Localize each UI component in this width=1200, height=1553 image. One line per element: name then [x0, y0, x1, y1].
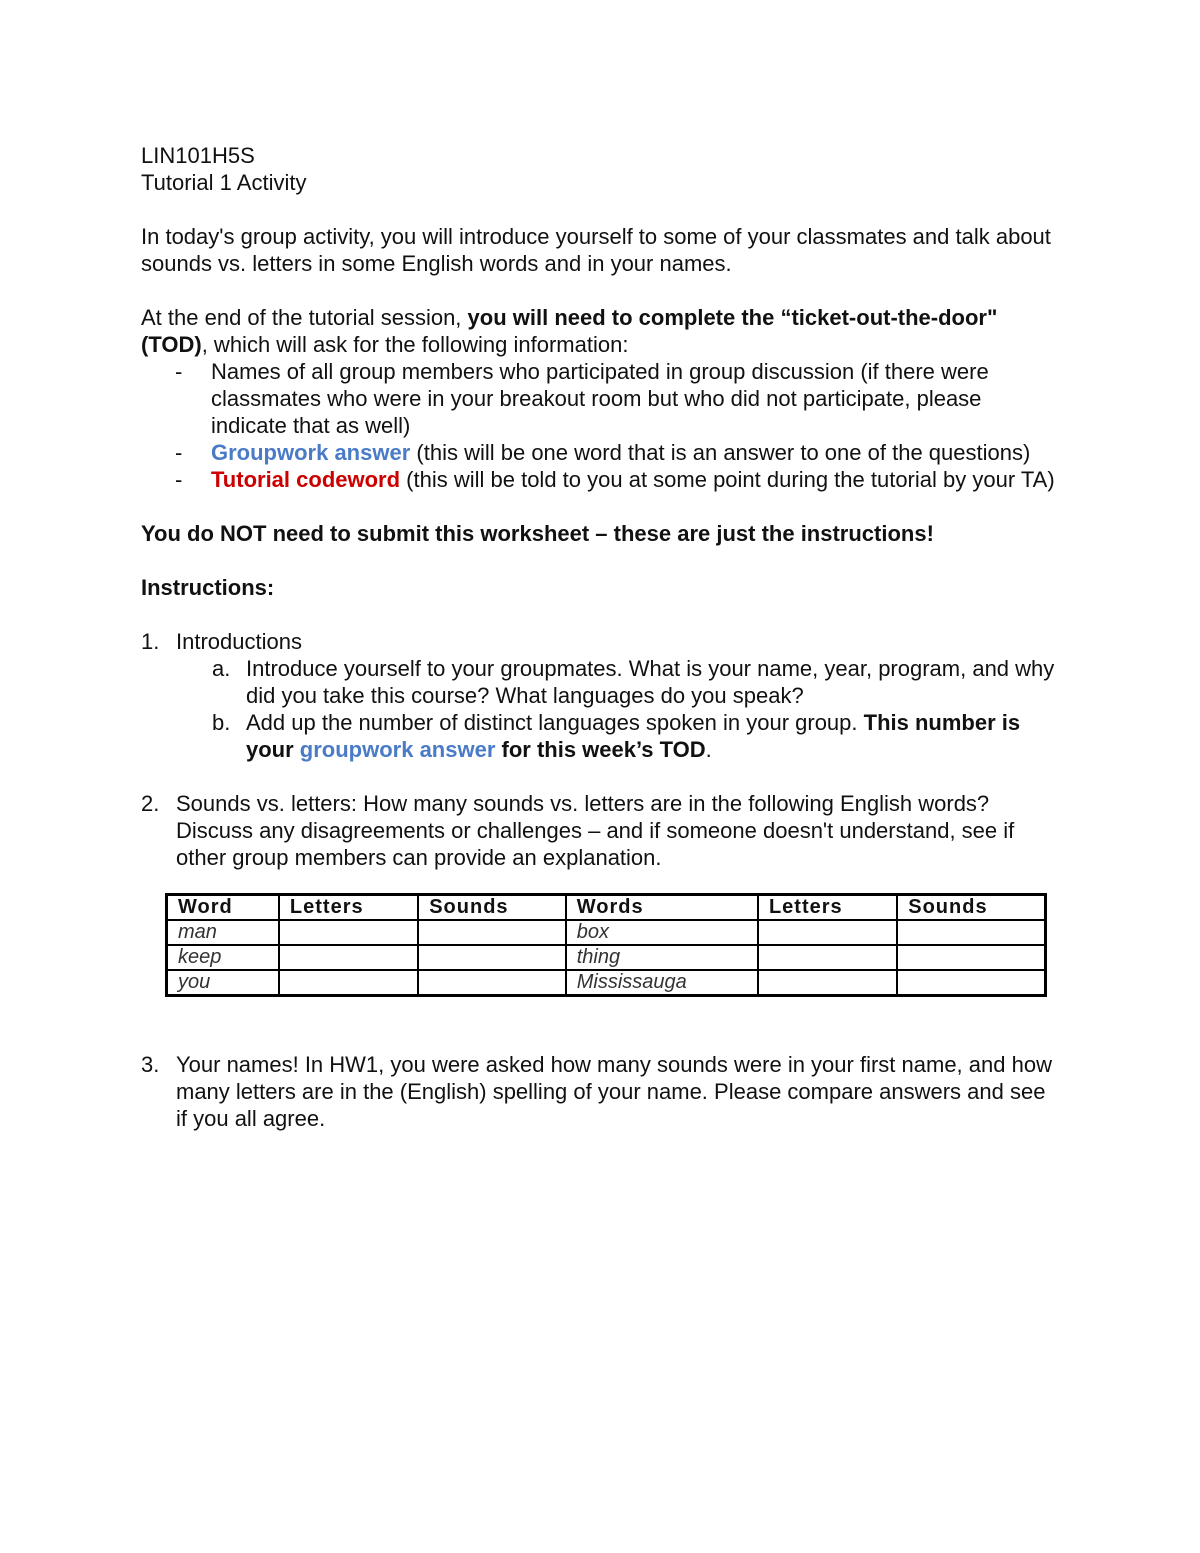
sounds-cell[interactable] — [897, 970, 1045, 996]
step-1b-bold-end: for this week’s TOD — [495, 737, 706, 762]
table-row — [167, 945, 1046, 970]
sounds-letters-table — [165, 893, 1047, 997]
letters-cell[interactable] — [758, 945, 897, 970]
tod-item-codeword — [141, 466, 1061, 493]
letters-cell[interactable] — [279, 970, 418, 996]
sub-letter: b. — [212, 710, 231, 735]
col-header: Letters — [758, 895, 897, 921]
step-3-text: Your names! In HW1, you were asked how many sounds were in your first name, and how many letters are in the (English) spelling of your name. Please compare answers and see if you all agree. — [176, 1052, 1052, 1131]
col-header: Words — [566, 895, 758, 921]
dash-bullet: - — [175, 440, 183, 465]
document-title: Tutorial 1 Activity — [141, 170, 307, 195]
step-number: 2. — [141, 791, 160, 816]
course-code: LIN101H5S — [141, 143, 255, 168]
intro-paragraph: In today's group activity, you will introduce yourself to some of your classmates and talk about sounds vs. letters in some English words and in your names. — [141, 224, 1051, 276]
step-introductions — [141, 628, 1061, 763]
tod-item-text: (this will be one word that is an answer to one of the questions) — [410, 440, 1031, 465]
word-cell: Mississauga — [566, 970, 758, 996]
groupwork-answer-inline: groupwork answer — [299, 737, 496, 762]
submission-notice: You do NOT need to submit this worksheet – these are just the instructions! — [141, 521, 934, 546]
word-cell: box — [566, 920, 758, 945]
tod-tail: , which will ask for the following information: — [201, 332, 629, 357]
tod-item-text: (this will be told to you at some point during the tutorial by your TA) — [400, 467, 1055, 492]
letters-cell[interactable] — [279, 945, 418, 970]
tod-item-groupwork — [141, 439, 1061, 466]
tutorial-codeword-label: Tutorial codeword — [211, 467, 401, 492]
tod-list — [141, 358, 1061, 493]
instructions-list-2 — [141, 790, 1061, 871]
dash-bullet: - — [175, 467, 183, 492]
table-row — [167, 920, 1046, 945]
step-2-text: Sounds vs. letters: How many sounds vs. letters are in the following English words? Discuss any disagreements or challenges – and if someone doesn't understand, see if other group members can provide an explanation. — [176, 791, 1015, 870]
groupwork-answer-label: Groupwork answer — [211, 440, 411, 465]
step-1a — [176, 655, 1061, 709]
step-1b-bold: This number is your — [246, 710, 1021, 762]
sounds-cell[interactable] — [418, 970, 566, 996]
word-cell: thing — [566, 945, 758, 970]
sounds-cell[interactable] — [897, 945, 1045, 970]
instructions-heading: Instructions: — [141, 575, 275, 600]
step-sounds-letters — [141, 790, 1061, 871]
tod-lead: At the end of the tutorial session, — [141, 305, 468, 330]
dash-bullet: - — [175, 359, 183, 384]
step-your-names — [141, 1051, 1061, 1132]
step-1b-text: Add up the number of distinct languages spoken in your group. — [246, 710, 864, 735]
tod-paragraph — [141, 304, 1061, 358]
col-header: Sounds — [418, 895, 566, 921]
col-header: Letters — [279, 895, 418, 921]
sub-letter: a. — [212, 656, 231, 681]
letters-cell[interactable] — [279, 920, 418, 945]
word-cell: you — [167, 970, 279, 996]
word-cell: man — [167, 920, 279, 945]
col-header: Word — [167, 895, 279, 921]
instructions-list-3 — [141, 1051, 1061, 1132]
sounds-cell[interactable] — [897, 920, 1045, 945]
tod-bold: you will need to complete the “ticket-out-the-door" (TOD) — [141, 305, 998, 357]
letters-cell[interactable] — [758, 970, 897, 996]
step-1a-text: Introduce yourself to your groupmates. What is your name, year, program, and why did you take this course? What languages do you speak? — [246, 656, 1055, 708]
tod-item-names — [141, 358, 1061, 439]
sounds-cell[interactable] — [418, 945, 566, 970]
step-number: 3. — [141, 1052, 160, 1077]
step-1-sublist — [176, 655, 1061, 763]
step-number: 1. — [141, 629, 160, 654]
document-content — [141, 142, 1061, 1132]
sounds-cell[interactable] — [418, 920, 566, 945]
word-cell: keep — [167, 945, 279, 970]
step-title: Introductions — [176, 629, 302, 654]
col-header: Sounds — [897, 895, 1045, 921]
letters-cell[interactable] — [758, 920, 897, 945]
tod-item-text: Names of all group members who participated in group discussion (if there were classmates who were in your breakout room but who did not participate, please indicate that as well) — [211, 359, 989, 438]
table-header-row — [167, 895, 1046, 921]
table-row — [167, 970, 1046, 996]
step-1b: b. Add up the number of distinct languages spoken in your group. This number is your groupwork answer for this week’s TOD. — [212, 710, 1021, 762]
instructions-list — [141, 628, 1061, 763]
